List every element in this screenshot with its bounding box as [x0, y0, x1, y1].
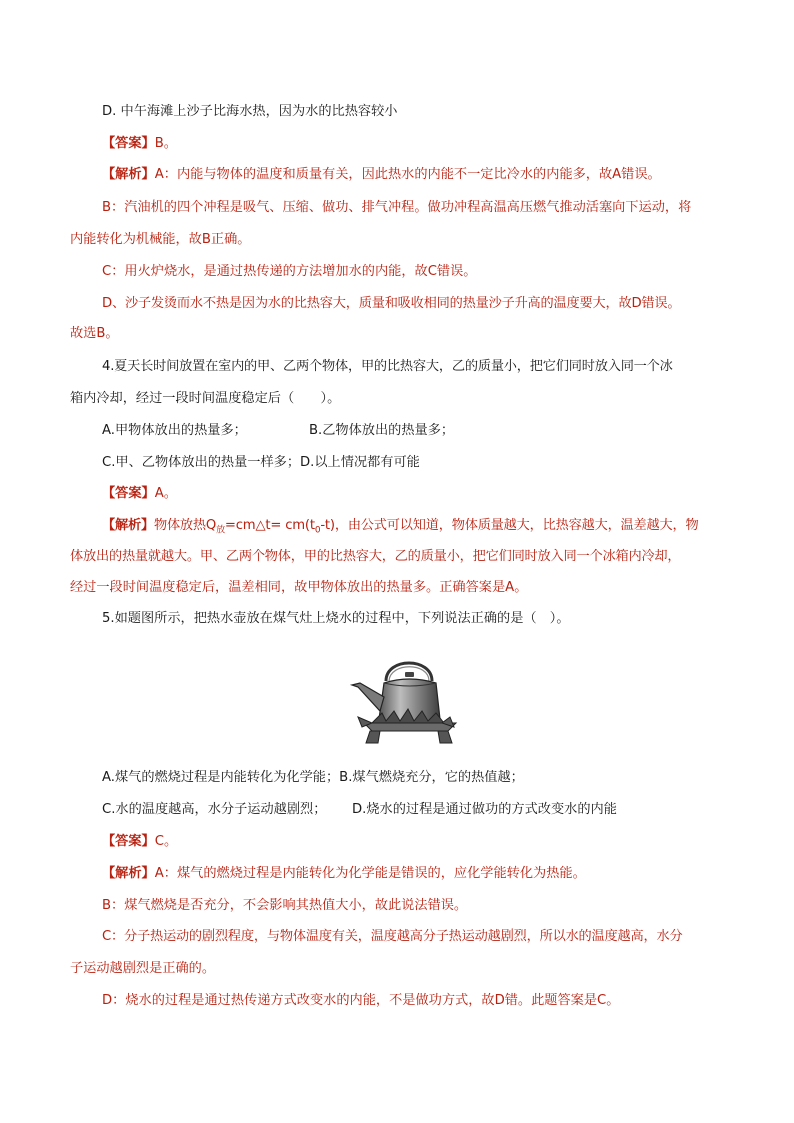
answer-label: 【答案】: [102, 136, 155, 151]
q3-analysis-d-line1: D、沙子发烫而水不热是因为水的比热容大，质量和吸收相同的热量沙子升高的温度要大，故D错误。: [102, 296, 681, 311]
analysis-formula-part3: -t)，由公式可以知道，物体质量越大，比热容越大，温差越大，物: [320, 518, 699, 533]
analysis-label: 【解析】: [102, 167, 155, 182]
q4-stem-line1: 4.夏天长时间放置在室内的甲、乙两个物体，甲的比热容大，乙的质量小，把它们同时放入同一个冰: [102, 359, 673, 374]
analysis-label: 【解析】: [102, 866, 155, 881]
q3-analysis-a: [102, 164, 724, 186]
q3-answer: [102, 133, 724, 155]
q5-option-d: D.烧水的过程是通过做功的方式改变水的内能: [352, 802, 617, 817]
answer-label: 【答案】: [102, 834, 155, 849]
analysis-text: A：煤气的燃烧过程是内能转化为化学能是错误的，应化学能转化为热能。: [154, 866, 586, 881]
q4-option-b: B.乙物体放出的热量多；: [309, 423, 455, 438]
answer-value: C。: [154, 834, 178, 849]
q5-analysis-b: B：煤气燃烧是否充分，不会影响其热值大小，故此说法错误。: [102, 898, 468, 913]
q3-analysis-b-line1: B：汽油机的四个冲程是吸气、压缩、做功、排气冲程。做功冲程高温高压燃气推动活塞向下运动，将: [102, 200, 692, 215]
q5-options-cd: [102, 799, 724, 821]
q4-analysis-line2: 体放出的热量就越大。甲、乙两个物体，甲的比热容大，乙的质量小，把它们同时放入同一个冰箱内冷却，: [70, 549, 681, 564]
q5-analysis-d: D：烧水的过程是通过热传递方式改变水的内能，不是做功方式，故D错。此题答案是C。: [102, 993, 620, 1008]
q5-analysis-c-line1: C：分子热运动的剧烈程度，与物体温度有关，温度越高分子热运动越剧烈，所以水的温度越高，水分: [102, 929, 683, 944]
q5-analysis-c-line2: 子运动越剧烈是正确的。: [70, 961, 216, 976]
q4-analysis-line3: 经过一段时间温度稳定后，温差相同，故甲物体放出的热量多。正确答案是A。: [70, 580, 528, 595]
q4-answer: [102, 483, 724, 505]
q4-analysis-line1: [102, 515, 724, 537]
analysis-text: A：内能与物体的温度和质量有关，因此热水的内能不一定比冷水的内能多，故A错误。: [154, 167, 661, 182]
kettle-on-stove-icon: [348, 653, 460, 745]
formula-subscript-zero: 0: [314, 525, 321, 536]
q5-stem: 5.如题图所示，把热水壶放在煤气灶上烧水的过程中，下列说法正确的是（ ）。: [102, 611, 570, 626]
q4-option-a: A.甲物体放出的热量多；: [102, 423, 247, 438]
formula-subscript-fang: 放: [216, 525, 225, 536]
q5-analysis-a: [102, 863, 724, 885]
analysis-formula-part1: 物体放热Q: [153, 518, 217, 533]
q3-analysis-c: C：用火炉烧水，是通过热传递的方法增加水的内能，故C错误。: [102, 264, 477, 279]
q5-options-ab: A.煤气的燃烧过程是内能转化为化学能；B.煤气燃烧充分，它的热值越；: [102, 770, 524, 785]
answer-value: B。: [154, 136, 177, 151]
q5-answer: [102, 831, 724, 853]
analysis-label: 【解析】: [102, 518, 154, 533]
q3-analysis-d-line2: 故选B。: [70, 326, 119, 341]
q5-option-c: C.水的温度越高，水分子运动越剧烈；: [102, 802, 327, 817]
q3-analysis-b-line2: 内能转化为机械能，故B正确。: [70, 232, 251, 247]
analysis-formula-part2: =cm△t= cm(t: [224, 518, 315, 533]
q4-options-ab: [102, 420, 724, 442]
q3-option-d: D. 中午海滩上沙子比海水热，因为水的比热容较小: [102, 104, 398, 119]
answer-value: A。: [154, 486, 177, 501]
q4-options-cd: C.甲、乙物体放出的热量一样多；D.以上情况都有可能: [102, 455, 420, 470]
q4-stem-line2: 箱内冷却，经过一段时间温度稳定后（ ）。: [70, 391, 341, 406]
answer-label: 【答案】: [102, 486, 155, 501]
